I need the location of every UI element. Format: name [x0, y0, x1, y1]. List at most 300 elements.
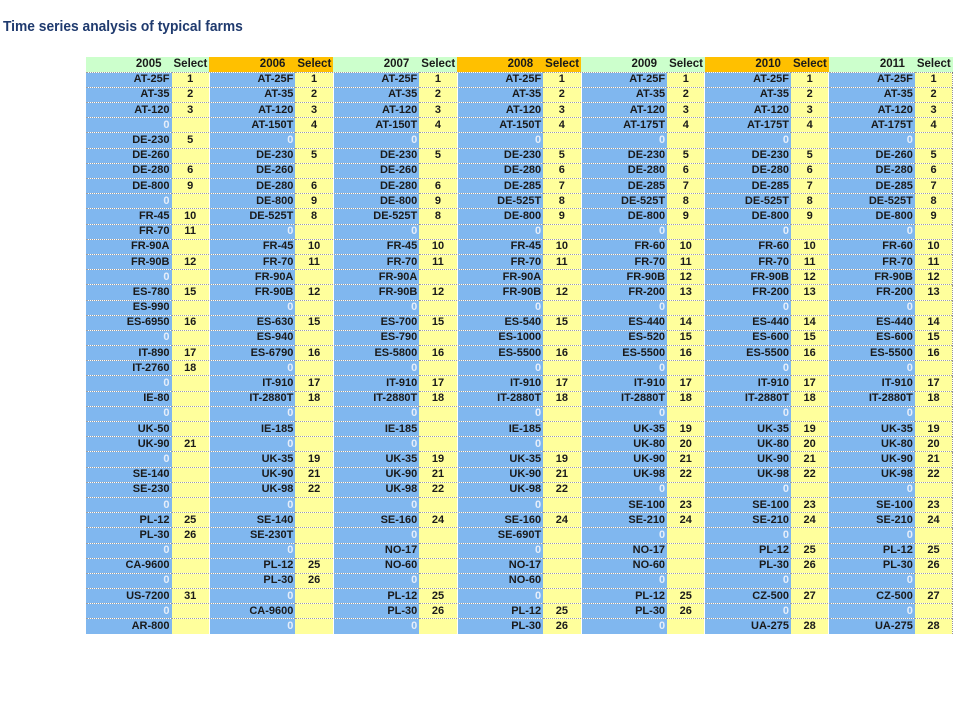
select-number-cell[interactable] — [172, 239, 210, 254]
farm-code-cell[interactable]: AT-150T — [209, 118, 295, 133]
farm-code-cell[interactable]: UK-80 — [705, 437, 791, 452]
select-number-cell[interactable]: 13 — [915, 285, 953, 300]
select-number-cell[interactable] — [667, 406, 705, 421]
farm-code-cell[interactable]: 0 — [209, 589, 295, 604]
farm-code-cell[interactable]: AT-35 — [86, 87, 172, 102]
farm-code-cell[interactable]: 0 — [705, 224, 791, 239]
select-number-cell[interactable]: 2 — [791, 87, 829, 102]
farm-code-cell[interactable]: SE-140 — [209, 513, 295, 528]
farm-code-cell[interactable]: 0 — [581, 528, 667, 543]
select-number-cell[interactable]: 6 — [791, 163, 829, 178]
farm-code-cell[interactable]: AT-25F — [209, 72, 295, 87]
farm-code-cell[interactable]: DE-260 — [333, 163, 419, 178]
select-number-cell[interactable]: 12 — [915, 270, 953, 285]
select-number-cell[interactable] — [667, 300, 705, 315]
select-number-cell[interactable]: 8 — [295, 209, 333, 224]
farm-code-cell[interactable]: FR-45 — [457, 239, 543, 254]
select-number-cell[interactable]: 1 — [791, 72, 829, 87]
farm-code-cell[interactable]: 0 — [86, 604, 172, 619]
select-number-cell[interactable] — [543, 270, 581, 285]
select-number-cell[interactable] — [295, 619, 333, 634]
farm-code-cell[interactable]: PL-30 — [333, 604, 419, 619]
select-number-cell[interactable]: 18 — [791, 391, 829, 406]
select-number-cell[interactable]: 18 — [172, 361, 210, 376]
select-number-cell[interactable] — [543, 330, 581, 345]
select-number-cell[interactable]: 20 — [667, 437, 705, 452]
select-number-cell[interactable] — [667, 558, 705, 573]
farm-code-cell[interactable]: 0 — [829, 406, 915, 421]
farm-code-cell[interactable]: UK-98 — [705, 467, 791, 482]
select-number-cell[interactable]: 11 — [791, 254, 829, 269]
select-number-cell[interactable]: 11 — [419, 254, 457, 269]
farm-code-cell[interactable]: 0 — [209, 406, 295, 421]
farm-code-cell[interactable]: UA-275 — [829, 619, 915, 634]
select-number-cell[interactable]: 17 — [543, 376, 581, 391]
farm-code-cell[interactable]: FR-70 — [581, 254, 667, 269]
farm-code-cell[interactable]: FR-70 — [457, 254, 543, 269]
select-number-cell[interactable]: 12 — [791, 270, 829, 285]
select-number-cell[interactable]: 15 — [543, 315, 581, 330]
select-number-cell[interactable] — [915, 406, 953, 421]
select-number-cell[interactable] — [543, 573, 581, 588]
farm-code-cell[interactable]: SE-210 — [705, 513, 791, 528]
select-number-cell[interactable]: 2 — [915, 87, 953, 102]
farm-code-cell[interactable]: FR-60 — [829, 239, 915, 254]
select-number-cell[interactable]: 25 — [791, 543, 829, 558]
farm-code-cell[interactable]: FR-45 — [333, 239, 419, 254]
select-number-cell[interactable]: 3 — [295, 103, 333, 118]
select-number-cell[interactable] — [295, 361, 333, 376]
select-number-cell[interactable]: 15 — [419, 315, 457, 330]
select-number-cell[interactable] — [172, 406, 210, 421]
select-number-cell[interactable]: 22 — [419, 482, 457, 497]
select-number-cell[interactable]: 24 — [915, 513, 953, 528]
farm-code-cell[interactable]: ES-600 — [829, 330, 915, 345]
select-number-cell[interactable] — [667, 224, 705, 239]
farm-code-cell[interactable]: ES-700 — [333, 315, 419, 330]
farm-code-cell[interactable]: 0 — [86, 543, 172, 558]
farm-code-cell[interactable]: UK-50 — [86, 422, 172, 437]
select-number-cell[interactable]: 26 — [172, 528, 210, 543]
select-number-cell[interactable] — [172, 118, 210, 133]
farm-code-cell[interactable]: DE-800 — [705, 209, 791, 224]
farm-code-cell[interactable]: FR-70 — [209, 254, 295, 269]
select-number-cell[interactable]: 26 — [295, 573, 333, 588]
farm-code-cell[interactable]: CA-9600 — [209, 604, 295, 619]
select-number-cell[interactable]: 22 — [543, 482, 581, 497]
farm-code-cell[interactable]: PL-12 — [333, 589, 419, 604]
farm-code-cell[interactable]: DE-230 — [457, 148, 543, 163]
farm-code-cell[interactable]: 0 — [457, 437, 543, 452]
farm-code-cell[interactable]: DE-260 — [209, 163, 295, 178]
farm-code-cell[interactable]: 0 — [457, 361, 543, 376]
farm-code-cell[interactable]: DE-260 — [829, 148, 915, 163]
farm-code-cell[interactable]: FR-45 — [209, 239, 295, 254]
farm-code-cell[interactable]: 0 — [86, 497, 172, 512]
select-number-cell[interactable]: 4 — [419, 118, 457, 133]
select-number-cell[interactable]: 21 — [791, 452, 829, 467]
farm-code-cell[interactable]: 0 — [86, 194, 172, 209]
select-number-cell[interactable] — [543, 543, 581, 558]
farm-code-cell[interactable]: DE-800 — [209, 194, 295, 209]
farm-code-cell[interactable]: 0 — [333, 497, 419, 512]
select-number-cell[interactable]: 7 — [915, 179, 953, 194]
select-number-cell[interactable]: 4 — [915, 118, 953, 133]
farm-code-cell[interactable]: 0 — [457, 497, 543, 512]
farm-code-cell[interactable]: ES-780 — [86, 285, 172, 300]
select-number-cell[interactable] — [419, 558, 457, 573]
select-number-cell[interactable]: 2 — [295, 87, 333, 102]
farm-code-cell[interactable]: AT-25F — [333, 72, 419, 87]
farm-code-cell[interactable]: FR-90A — [457, 270, 543, 285]
select-number-cell[interactable] — [419, 330, 457, 345]
farm-code-cell[interactable]: SE-100 — [581, 497, 667, 512]
select-number-cell[interactable] — [172, 467, 210, 482]
farm-code-cell[interactable]: UK-90 — [333, 467, 419, 482]
select-number-cell[interactable] — [295, 497, 333, 512]
select-number-cell[interactable]: 8 — [791, 194, 829, 209]
select-number-cell[interactable]: 19 — [791, 422, 829, 437]
select-number-cell[interactable]: 12 — [667, 270, 705, 285]
select-number-cell[interactable]: 9 — [667, 209, 705, 224]
farm-code-cell[interactable]: 0 — [86, 452, 172, 467]
select-number-cell[interactable] — [543, 422, 581, 437]
farm-code-cell[interactable]: AT-150T — [457, 118, 543, 133]
select-number-cell[interactable]: 26 — [667, 604, 705, 619]
farm-code-cell[interactable]: 0 — [829, 361, 915, 376]
select-number-cell[interactable]: 27 — [915, 589, 953, 604]
farm-code-cell[interactable]: ES-440 — [581, 315, 667, 330]
farm-code-cell[interactable]: 0 — [209, 133, 295, 148]
select-number-cell[interactable]: 19 — [667, 422, 705, 437]
farm-code-cell[interactable]: FR-90B — [86, 254, 172, 269]
farm-code-cell[interactable]: DE-280 — [581, 163, 667, 178]
farm-code-cell[interactable]: 0 — [457, 543, 543, 558]
select-number-cell[interactable]: 18 — [419, 391, 457, 406]
select-number-cell[interactable]: 24 — [791, 513, 829, 528]
farm-code-cell[interactable]: 0 — [333, 619, 419, 634]
select-number-cell[interactable] — [419, 528, 457, 543]
farm-code-cell[interactable]: DE-230 — [86, 133, 172, 148]
select-number-cell[interactable] — [915, 224, 953, 239]
select-number-cell[interactable] — [172, 604, 210, 619]
farm-code-cell[interactable]: FR-90B — [333, 285, 419, 300]
farm-code-cell[interactable]: UK-98 — [333, 482, 419, 497]
farm-code-cell[interactable]: ES-440 — [829, 315, 915, 330]
select-number-cell[interactable]: 3 — [667, 103, 705, 118]
select-number-cell[interactable]: 11 — [667, 254, 705, 269]
farm-code-cell[interactable]: DE-285 — [829, 179, 915, 194]
select-number-cell[interactable]: 17 — [172, 346, 210, 361]
select-number-cell[interactable] — [172, 194, 210, 209]
select-number-cell[interactable] — [419, 422, 457, 437]
farm-code-cell[interactable]: 0 — [86, 270, 172, 285]
farm-code-cell[interactable]: IE-185 — [209, 422, 295, 437]
select-number-cell[interactable]: 4 — [543, 118, 581, 133]
farm-code-cell[interactable]: 0 — [86, 376, 172, 391]
select-number-cell[interactable] — [295, 406, 333, 421]
select-number-cell[interactable]: 1 — [915, 72, 953, 87]
select-number-cell[interactable]: 8 — [915, 194, 953, 209]
select-number-cell[interactable]: 31 — [172, 589, 210, 604]
farm-code-cell[interactable]: US-7200 — [86, 589, 172, 604]
select-number-cell[interactable]: 11 — [543, 254, 581, 269]
select-number-cell[interactable]: 5 — [915, 148, 953, 163]
farm-code-cell[interactable]: AT-35 — [457, 87, 543, 102]
select-number-cell[interactable]: 1 — [419, 72, 457, 87]
farm-code-cell[interactable]: DE-280 — [829, 163, 915, 178]
farm-code-cell[interactable]: FR-90B — [209, 285, 295, 300]
farm-code-cell[interactable]: AT-35 — [581, 87, 667, 102]
farm-code-cell[interactable]: IE-80 — [86, 391, 172, 406]
select-number-cell[interactable]: 4 — [667, 118, 705, 133]
select-number-cell[interactable] — [543, 558, 581, 573]
select-number-cell[interactable] — [172, 619, 210, 634]
farm-code-cell[interactable]: 0 — [581, 224, 667, 239]
farm-code-cell[interactable]: 0 — [457, 300, 543, 315]
farm-code-cell[interactable]: IT-2880T — [705, 391, 791, 406]
select-number-cell[interactable]: 16 — [295, 346, 333, 361]
select-number-cell[interactable] — [667, 361, 705, 376]
select-number-cell[interactable]: 5 — [172, 133, 210, 148]
farm-code-cell[interactable]: 0 — [209, 300, 295, 315]
select-number-cell[interactable] — [915, 528, 953, 543]
farm-code-cell[interactable]: 0 — [457, 224, 543, 239]
select-number-cell[interactable]: 14 — [791, 315, 829, 330]
select-number-cell[interactable] — [915, 361, 953, 376]
select-number-cell[interactable] — [295, 133, 333, 148]
farm-code-cell[interactable]: AT-120 — [581, 103, 667, 118]
farm-code-cell[interactable]: 0 — [209, 543, 295, 558]
select-number-cell[interactable] — [543, 497, 581, 512]
select-number-cell[interactable]: 25 — [419, 589, 457, 604]
farm-code-cell[interactable]: PL-30 — [457, 619, 543, 634]
select-number-cell[interactable] — [543, 406, 581, 421]
select-number-cell[interactable] — [667, 133, 705, 148]
farm-code-cell[interactable]: 0 — [581, 133, 667, 148]
select-number-cell[interactable]: 27 — [791, 589, 829, 604]
select-number-cell[interactable]: 15 — [915, 330, 953, 345]
select-number-cell[interactable]: 18 — [295, 391, 333, 406]
select-number-cell[interactable]: 16 — [419, 346, 457, 361]
select-number-cell[interactable]: 24 — [419, 513, 457, 528]
farm-code-cell[interactable]: 0 — [829, 528, 915, 543]
farm-code-cell[interactable]: SE-160 — [457, 513, 543, 528]
farm-code-cell[interactable]: PL-12 — [457, 604, 543, 619]
farm-code-cell[interactable]: FR-90A — [333, 270, 419, 285]
farm-code-cell[interactable]: FR-60 — [581, 239, 667, 254]
select-number-cell[interactable] — [419, 406, 457, 421]
farm-code-cell[interactable]: 0 — [209, 619, 295, 634]
select-number-cell[interactable] — [172, 497, 210, 512]
select-number-cell[interactable]: 1 — [543, 72, 581, 87]
farm-code-cell[interactable]: IT-910 — [705, 376, 791, 391]
select-number-cell[interactable] — [172, 148, 210, 163]
select-number-cell[interactable] — [419, 437, 457, 452]
select-number-cell[interactable]: 10 — [791, 239, 829, 254]
select-number-cell[interactable]: 17 — [295, 376, 333, 391]
farm-code-cell[interactable]: AT-120 — [705, 103, 791, 118]
farm-code-cell[interactable]: AT-150T — [333, 118, 419, 133]
farm-code-cell[interactable]: ES-990 — [86, 300, 172, 315]
farm-code-cell[interactable]: 0 — [333, 133, 419, 148]
farm-code-cell[interactable]: IT-2760 — [86, 361, 172, 376]
select-number-cell[interactable] — [295, 422, 333, 437]
select-number-cell[interactable]: 8 — [667, 194, 705, 209]
select-number-cell[interactable]: 4 — [295, 118, 333, 133]
select-number-cell[interactable]: 21 — [667, 452, 705, 467]
farm-code-cell[interactable]: DE-260 — [86, 148, 172, 163]
select-number-cell[interactable]: 18 — [667, 391, 705, 406]
select-number-cell[interactable]: 3 — [419, 103, 457, 118]
farm-code-cell[interactable]: DE-800 — [457, 209, 543, 224]
farm-code-cell[interactable]: FR-90B — [705, 270, 791, 285]
farm-code-cell[interactable]: FR-70 — [705, 254, 791, 269]
farm-code-cell[interactable]: DE-525T — [705, 194, 791, 209]
farm-code-cell[interactable]: 0 — [333, 406, 419, 421]
select-number-cell[interactable]: 26 — [915, 558, 953, 573]
select-number-cell[interactable] — [419, 163, 457, 178]
farm-code-cell[interactable]: 0 — [705, 361, 791, 376]
select-number-cell[interactable]: 19 — [419, 452, 457, 467]
select-number-cell[interactable]: 5 — [667, 148, 705, 163]
farm-code-cell[interactable]: SE-230 — [86, 482, 172, 497]
select-number-cell[interactable]: 13 — [791, 285, 829, 300]
select-number-cell[interactable]: 9 — [172, 179, 210, 194]
farm-code-cell[interactable]: AT-120 — [333, 103, 419, 118]
farm-code-cell[interactable]: UK-90 — [581, 452, 667, 467]
select-number-cell[interactable]: 15 — [667, 330, 705, 345]
select-number-cell[interactable] — [419, 300, 457, 315]
select-number-cell[interactable]: 22 — [295, 482, 333, 497]
farm-code-cell[interactable]: DE-280 — [86, 163, 172, 178]
farm-code-cell[interactable]: DE-280 — [209, 179, 295, 194]
farm-code-cell[interactable]: UK-80 — [829, 437, 915, 452]
select-number-cell[interactable] — [543, 361, 581, 376]
select-number-cell[interactable]: 10 — [543, 239, 581, 254]
select-number-cell[interactable]: 8 — [543, 194, 581, 209]
farm-code-cell[interactable]: UK-35 — [457, 452, 543, 467]
farm-code-cell[interactable]: FR-90B — [457, 285, 543, 300]
farm-code-cell[interactable]: AT-35 — [209, 87, 295, 102]
select-number-cell[interactable]: 6 — [419, 179, 457, 194]
farm-code-cell[interactable]: DE-285 — [705, 179, 791, 194]
farm-code-cell[interactable]: AT-120 — [457, 103, 543, 118]
select-number-cell[interactable]: 13 — [667, 285, 705, 300]
farm-code-cell[interactable]: 0 — [581, 482, 667, 497]
farm-code-cell[interactable]: 0 — [829, 133, 915, 148]
farm-code-cell[interactable]: NO-60 — [333, 558, 419, 573]
farm-code-cell[interactable]: FR-90A — [86, 239, 172, 254]
select-number-cell[interactable] — [172, 270, 210, 285]
farm-code-cell[interactable]: 0 — [705, 573, 791, 588]
farm-code-cell[interactable]: SE-210 — [581, 513, 667, 528]
farm-code-cell[interactable]: UK-90 — [209, 467, 295, 482]
select-number-cell[interactable] — [419, 361, 457, 376]
select-number-cell[interactable]: 10 — [419, 239, 457, 254]
select-number-cell[interactable]: 9 — [419, 194, 457, 209]
select-number-cell[interactable]: 16 — [543, 346, 581, 361]
select-number-cell[interactable]: 7 — [667, 179, 705, 194]
select-number-cell[interactable] — [791, 406, 829, 421]
farm-code-cell[interactable]: IT-910 — [457, 376, 543, 391]
farm-code-cell[interactable]: DE-525T — [333, 209, 419, 224]
select-number-cell[interactable] — [791, 300, 829, 315]
farm-code-cell[interactable]: SE-210 — [829, 513, 915, 528]
select-number-cell[interactable]: 24 — [667, 513, 705, 528]
farm-code-cell[interactable]: UK-98 — [457, 482, 543, 497]
farm-code-cell[interactable]: 0 — [581, 573, 667, 588]
farm-code-cell[interactable]: DE-280 — [705, 163, 791, 178]
select-number-cell[interactable] — [791, 224, 829, 239]
farm-code-cell[interactable]: 0 — [86, 118, 172, 133]
farm-code-cell[interactable]: DE-230 — [209, 148, 295, 163]
farm-code-cell[interactable]: UK-90 — [829, 452, 915, 467]
farm-code-cell[interactable]: ES-5500 — [829, 346, 915, 361]
select-number-cell[interactable]: 26 — [419, 604, 457, 619]
farm-code-cell[interactable]: ES-600 — [705, 330, 791, 345]
farm-code-cell[interactable]: 0 — [829, 482, 915, 497]
farm-code-cell[interactable]: 0 — [333, 437, 419, 452]
select-number-cell[interactable]: 19 — [543, 452, 581, 467]
select-number-cell[interactable]: 25 — [543, 604, 581, 619]
farm-code-cell[interactable]: FR-200 — [581, 285, 667, 300]
farm-code-cell[interactable]: UK-35 — [209, 452, 295, 467]
select-number-cell[interactable] — [295, 604, 333, 619]
select-number-cell[interactable]: 2 — [172, 87, 210, 102]
select-number-cell[interactable] — [419, 497, 457, 512]
select-number-cell[interactable] — [791, 604, 829, 619]
farm-code-cell[interactable]: UK-35 — [333, 452, 419, 467]
farm-code-cell[interactable]: 0 — [581, 619, 667, 634]
select-number-cell[interactable]: 5 — [543, 148, 581, 163]
farm-code-cell[interactable]: 0 — [829, 573, 915, 588]
select-number-cell[interactable] — [543, 300, 581, 315]
farm-code-cell[interactable]: DE-285 — [581, 179, 667, 194]
farm-code-cell[interactable]: IT-2880T — [333, 391, 419, 406]
select-number-cell[interactable] — [295, 163, 333, 178]
farm-code-cell[interactable]: 0 — [333, 573, 419, 588]
farm-code-cell[interactable]: DE-525T — [829, 194, 915, 209]
farm-code-cell[interactable]: 0 — [705, 300, 791, 315]
farm-code-cell[interactable]: 0 — [705, 406, 791, 421]
farm-code-cell[interactable]: ES-5500 — [457, 346, 543, 361]
farm-code-cell[interactable]: DE-800 — [581, 209, 667, 224]
select-number-cell[interactable]: 15 — [791, 330, 829, 345]
farm-code-cell[interactable]: FR-70 — [86, 224, 172, 239]
farm-code-cell[interactable]: PL-30 — [829, 558, 915, 573]
farm-code-cell[interactable]: 0 — [86, 573, 172, 588]
select-number-cell[interactable] — [172, 482, 210, 497]
farm-code-cell[interactable]: ES-630 — [209, 315, 295, 330]
farm-code-cell[interactable]: 0 — [457, 406, 543, 421]
select-number-cell[interactable] — [419, 619, 457, 634]
select-number-cell[interactable] — [667, 482, 705, 497]
farm-code-cell[interactable]: ES-6950 — [86, 315, 172, 330]
select-number-cell[interactable]: 19 — [295, 452, 333, 467]
farm-code-cell[interactable]: 0 — [333, 224, 419, 239]
farm-code-cell[interactable]: AT-25F — [457, 72, 543, 87]
select-number-cell[interactable] — [419, 270, 457, 285]
select-number-cell[interactable]: 3 — [791, 103, 829, 118]
farm-code-cell[interactable]: UK-98 — [829, 467, 915, 482]
select-number-cell[interactable]: 19 — [915, 422, 953, 437]
select-number-cell[interactable]: 6 — [667, 163, 705, 178]
farm-code-cell[interactable]: AT-120 — [86, 103, 172, 118]
select-number-cell[interactable]: 28 — [915, 619, 953, 634]
farm-code-cell[interactable]: PL-12 — [209, 558, 295, 573]
farm-code-cell[interactable]: DE-230 — [705, 148, 791, 163]
